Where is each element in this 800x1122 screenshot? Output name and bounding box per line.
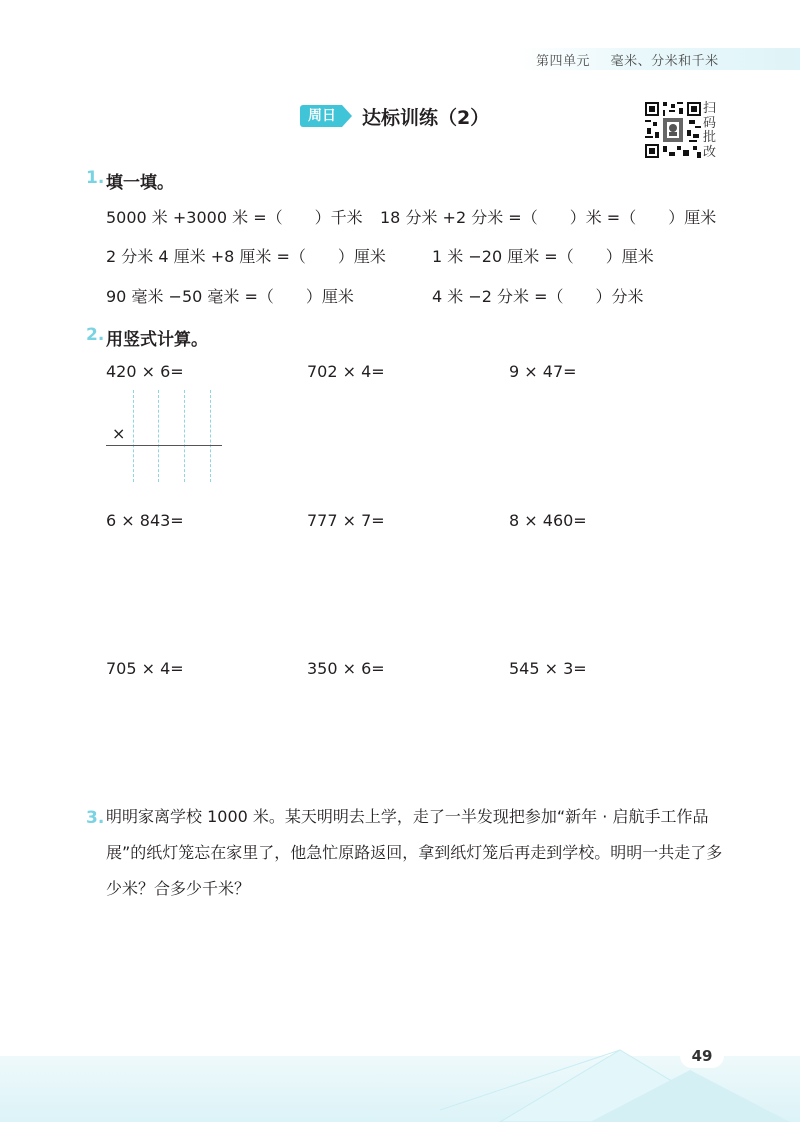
unit-label: 第四单元 xyxy=(536,54,591,69)
guide-line xyxy=(184,390,185,482)
question-2-number: 2. xyxy=(86,325,105,345)
page-title xyxy=(300,104,489,128)
guide-line xyxy=(210,390,211,482)
question-1-title: 填一填。 xyxy=(106,173,174,193)
q1-line-2: 18 分米 +2 分米 =（ ）米 =（ ）厘米 xyxy=(380,208,717,227)
q1-line-1: 5000 米 +3000 米 =（ ）千米 xyxy=(106,208,363,227)
calc-problem-9: 545 × 3= xyxy=(509,659,587,678)
calc-rule-line xyxy=(106,445,222,446)
title-text: 达标训练（2） xyxy=(362,106,490,129)
calc-problem-3: 9 × 47= xyxy=(509,362,577,381)
topic-label: 毫米、分米和千米 xyxy=(610,54,719,69)
guide-line xyxy=(158,390,159,482)
q1-line-5: 90 毫米 −50 毫米 =（ ）厘米 xyxy=(106,287,354,306)
question-1-number: 1. xyxy=(86,168,105,188)
calc-problem-4: 6 × 843= xyxy=(106,511,184,530)
question-3-text: 明明家离学校 1000 米。某天明明去上学，走了一半发现把参加“新年 · 启航手工作品展”的纸灯笼忘在家里了，他急忙原路返回，拿到纸灯笼后再走到学校。明明一共走了多少米？合多少千米？ xyxy=(106,807,723,898)
day-badge: 周日 xyxy=(300,105,342,127)
q1-line-6: 4 米 −2 分米 =（ ）分米 xyxy=(432,287,644,306)
question-3-number: 3. xyxy=(86,808,105,828)
times-mark: × xyxy=(112,424,126,443)
footer-decoration xyxy=(440,1020,800,1122)
calc-problem-5: 777 × 7= xyxy=(307,511,385,530)
page-number: 49 xyxy=(680,1044,724,1068)
calc-problem-8: 350 × 6= xyxy=(307,659,385,678)
qr-code-icon[interactable] xyxy=(645,102,701,158)
q1-line-4: 1 米 −20 厘米 =（ ）厘米 xyxy=(432,247,654,266)
question-2-title: 用竖式计算。 xyxy=(106,330,208,350)
calc-problem-7: 705 × 4= xyxy=(106,659,184,678)
calc-problem-6: 8 × 460= xyxy=(509,511,587,530)
qr-label: 扫 码 批 改 xyxy=(703,101,717,160)
q1-line-3: 2 分米 4 厘米 +8 厘米 =（ ）厘米 xyxy=(106,247,386,266)
running-header xyxy=(536,50,735,69)
guide-line xyxy=(133,390,134,482)
calc-problem-1: 420 × 6= xyxy=(106,362,184,381)
calc-problem-2: 702 × 4= xyxy=(307,362,385,381)
